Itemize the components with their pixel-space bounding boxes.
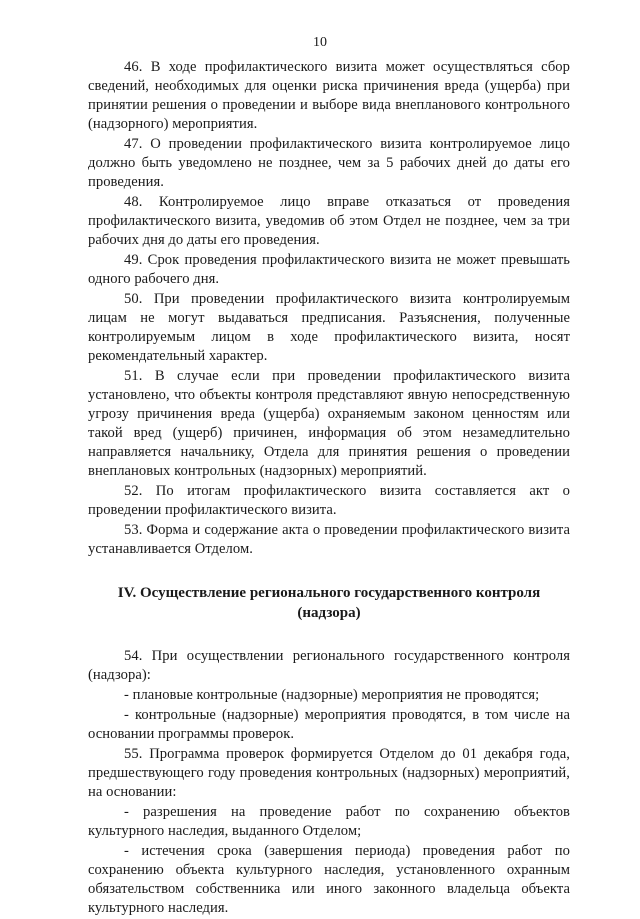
- section-heading: IV. Осуществление регионального государственного контроля (надзора): [117, 585, 541, 621]
- document-body: [88, 58, 570, 919]
- list-item: - контрольные (надзорные) мероприятия проводятся, в том числе на основании программы проверок.: [88, 707, 570, 742]
- paragraph-52: 52. По итогам профилактического визита составляется акт о проведении профилактического визита.: [88, 483, 570, 518]
- paragraph-48: 48. Контролируемое лицо вправе отказаться от проведения профилактического визита, уведомив об этом Отдел не позднее, чем за три рабочих дня до даты его проведения.: [88, 194, 570, 248]
- list-item: - плановые контрольные (надзорные) мероприятия не проводятся;: [124, 687, 540, 703]
- paragraph-55: 55. Программа проверок формируется Отделом до 01 декабря года, предшествующего году проведения контрольных (надзорных) мероприятий, на основании:: [88, 746, 570, 800]
- paragraph-49: 49. Срок проведения профилактического визита не может превышать одного рабочего дня.: [88, 252, 570, 287]
- paragraph-50: 50. При проведении профилактического визита контролируемым лицам не могут выдаваться предписания. Разъяснения, полученные контролируемым лицом в ходе профилактического визита, носят рекомендательный характер.: [88, 291, 570, 364]
- paragraph-53: 53. Форма и содержание акта о проведении профилактического визита устанавливается Отделом.: [88, 522, 570, 557]
- list-item: - разрешения на проведение работ по сохранению объектов культурного наследия, выданного Отделом;: [88, 804, 570, 839]
- paragraph-46: 46. В ходе профилактического визита может осуществляться сбор сведений, необходимых для оценки риска причинения вреда (ущерба) при принятии решения о проведении и выборе вида внепланового контрольного (надзорного) мероприятия.: [88, 59, 570, 132]
- paragraph-51: 51. В случае если при проведении профилактического визита установлено, что объекты контроля представляют явную непосредственную угрозу причинения вреда (ущерба) охраняемым законом ценностям или такой вред (ущерб) причинен, информация об этом незамедлительно направляется начальнику, Отдела для принятия решения о проведении внеплановых контрольных (надзорных) мероприятий.: [88, 368, 570, 479]
- paragraph-47: 47. О проведении профилактического визита контролируемое лицо должно быть уведомлено не позднее, чем за 5 рабочих дней до даты его проведения.: [88, 136, 570, 190]
- paragraph-54: 54. При осуществлении регионального государственного контроля (надзора):: [88, 648, 570, 683]
- list-item: - истечения срока (завершения периода) проведения работ по сохранению объекта культурного наследия, установленного охранным обязательством собственника или иного законного владельца объекта культурного наследия.: [88, 843, 570, 916]
- page-number: 10: [313, 35, 327, 50]
